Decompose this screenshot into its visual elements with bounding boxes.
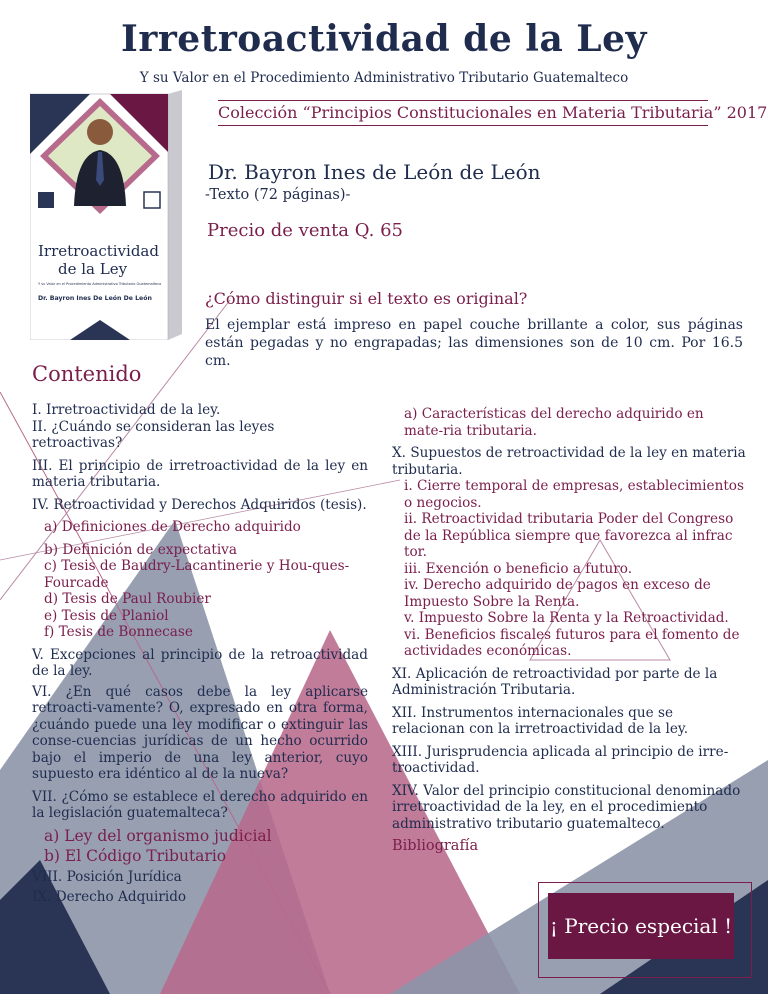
contents-right-column [392, 406, 746, 855]
toc-subitem: b) El Código Tributario [44, 847, 227, 865]
cover-icon-left [38, 192, 54, 208]
authenticity-description: El ejemplar está impreso en papel couche brillante a color, sus páginas están pegadas y no engrapadas; las dimensiones son de 10 cm. Por 16.5 cm. [205, 317, 743, 369]
collection-banner: Colección “Principios Constitucionales en Materia Tributaria” 2017 [218, 100, 708, 126]
cover-subtitle: Y su Valor en el Procedimiento Administrativo Tributario Guatemalteco [38, 282, 162, 286]
toc-subitem: v. Impuesto Sobre la Renta y la Retroactividad. [404, 610, 729, 626]
toc-item: IX. Derecho Adquirido [32, 889, 187, 905]
toc-subitem: iv. Derecho adquirido de pagos en exceso de Impuesto Sobre la Renta. [404, 577, 711, 610]
toc-item: V. Excepciones al principio de la retroactividad de la ley. [32, 646, 368, 679]
toc-subitem: f) Tesis de Bonnecase [44, 624, 193, 640]
authenticity-question: ¿Cómo distinguir si el texto es original? [205, 289, 528, 308]
page-subtitle: Y su Valor en el Procedimiento Administrativo Tributario Guatemalteco [139, 70, 629, 86]
toc-bibliography: Bibliografía [392, 838, 479, 854]
cover-title-line1: Irretroactividad [38, 242, 159, 260]
special-price-button[interactable]: ¡ Precio especial ! [548, 893, 734, 959]
toc-subitem: i. Cierre temporal de empresas, establecimientos o negocios. [404, 478, 744, 511]
toc-item: III. El principio de irretroactividad de la ley en materia tributaria. [32, 457, 368, 490]
toc-item: XI. Aplicación de retroactividad por parte de la Administración Tributaria. [392, 665, 718, 698]
toc-item: X. Supuestos de retroactividad de la ley en materia tributaria. [392, 445, 746, 478]
sale-price: Precio de venta Q. 65 [207, 220, 403, 241]
toc-subitem: b) Definición de expectativa [44, 541, 237, 558]
toc-subitem: d) Tesis de Paul Roubier [44, 591, 211, 607]
contents-left-column [32, 402, 368, 906]
toc-item: XIII. Jurisprudencia aplicada al principio de irre-troactividad. [392, 743, 729, 776]
toc-subitem: ii. Retroactividad tributaria Poder del Congreso de la República siempre que favorezca al infrac tor. [404, 511, 734, 560]
toc-item: XIV. Valor del principio constitucional denominado irretroactividad de la ley, en el procedimiento administrativo tributario guatemalteco. [392, 782, 741, 832]
cover-author: Dr. Bayron Ines De León De León [38, 295, 152, 302]
contents-heading: Contenido [32, 362, 142, 386]
toc-item: I. Irretroactividad de la ley. [32, 402, 221, 418]
toc-subitem: c) Tesis de Baudry-Lacantinerie y Hou-ques-Fourcade [44, 558, 350, 591]
toc-subitem: iii. Exención o beneficio a futuro. [404, 560, 633, 577]
toc-item: IV. Retroactividad y Derechos Adquiridos (tesis). [32, 496, 367, 513]
author-name: Dr. Bayron Ines de León de León [208, 160, 541, 184]
toc-item: VII. ¿Cómo se establece el derecho adquirido en la legislación guatemalteca? [32, 788, 368, 821]
toc-item: II. ¿Cuándo se consideran las leyes retroactivas? [32, 418, 275, 451]
toc-subitem: vi. Beneficios fiscales futuros para el fomento de actividades económicas. [404, 626, 740, 659]
cover-icon-right [144, 192, 160, 208]
author-photo-head [87, 119, 113, 145]
book-cover-image [30, 88, 182, 340]
toc-subitem: a) Ley del organismo judicial [44, 826, 272, 845]
toc-item: VIII. Posición Jurídica [32, 868, 182, 885]
toc-item: XII. Instrumentos internacionales que se relacionan con la irretroactividad de la ley. [392, 704, 689, 737]
page-count: -Texto (72 páginas)- [205, 187, 351, 203]
cover-title-line2: de la Ley [58, 260, 128, 278]
toc-item: VI. ¿En qué casos debe la ley aplicarse retroacti-vamente? O, expresado en otra forma, ¿cuándo puede una ley modificar o extinguir las conse-cuencias jurídicas de un hecho ocurrido bajo el imperio de una ley anterior, cuyo supuesto era idéntico al de la nueva? [32, 683, 368, 782]
toc-subitem: a) Características del derecho adquirido en mate-ria tributaria. [404, 406, 704, 439]
book-spine [168, 90, 182, 340]
toc-subitem: e) Tesis de Planiol [44, 607, 169, 624]
toc-subitem: a) Definiciones de Derecho adquirido [44, 519, 301, 535]
page-title: Irretroactividad de la Ley [121, 18, 647, 60]
